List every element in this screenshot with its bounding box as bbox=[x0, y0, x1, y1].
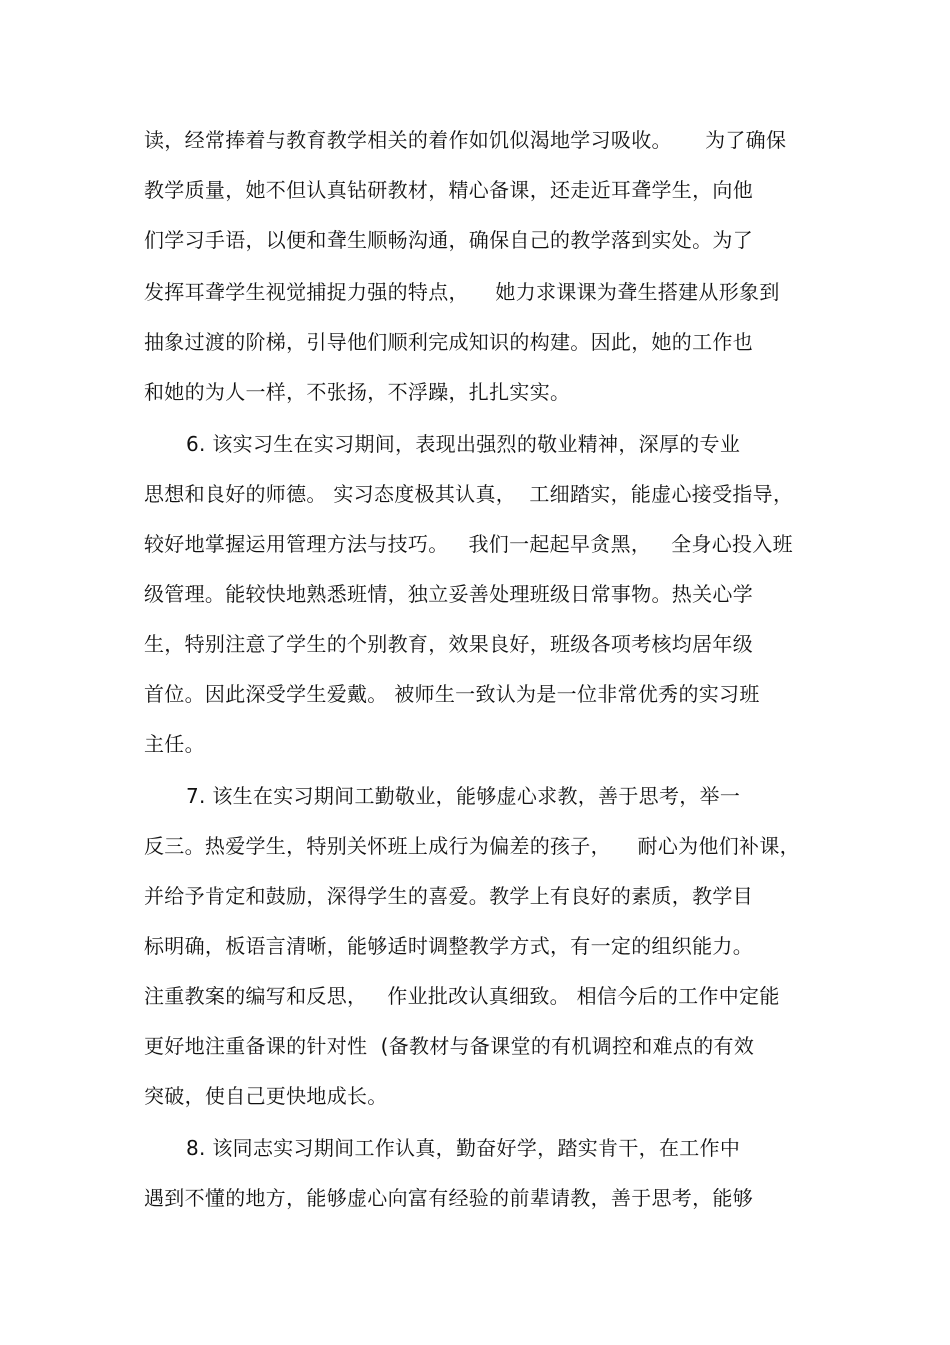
paragraph-6-first-line: 6. 该实习生在实习期间，表现出强烈的敬业精神，深厚的专业 bbox=[186, 432, 741, 456]
text-line: 并给予肯定和鼓励，深得学生的喜爱。教学上有良好的素质，教学目 bbox=[144, 884, 753, 908]
text-line: 和她的为人一样，不张扬，不浮躁，扎扎实实。 bbox=[144, 380, 571, 404]
text-line: 教学质量，她不但认真钻研教材，精心备课，还走近耳聋学生，向他 bbox=[144, 178, 753, 202]
text-line: 思想和良好的师德。 实习态度极其认真， 工细踏实，能虚心接受指导， bbox=[144, 482, 794, 506]
text-line: 更好地注重备课的针对性 (备教材与备课堂的有机调控和难点的有效 bbox=[144, 1034, 755, 1058]
text-line: 生，特别注意了学生的个别教育，效果良好，班级各项考核均居年级 bbox=[144, 632, 753, 656]
text-line: 注重教案的编写和反思， 作业批改认真细致。 相信今后的工作中定能 bbox=[144, 984, 780, 1008]
text-line: 较好地掌握运用管理方法与技巧。 我们一起起早贪黑， 全身心投入班 bbox=[144, 532, 793, 556]
paragraph-7-first-line: 7. 该生在实习期间工勤敬业，能够虚心求教，善于思考，举一 bbox=[186, 784, 741, 808]
paragraph-8-first-line: 8. 该同志实习期间工作认真，勤奋好学，踏实肯干，在工作中 bbox=[186, 1136, 741, 1160]
text-line: 反三。热爱学生，特别关怀班上成行为偏差的孩子， 耐心为他们补课， bbox=[144, 834, 800, 858]
text-line: 们学习手语，以便和聋生顺畅沟通，确保自己的教学落到实处。为了 bbox=[144, 228, 753, 252]
text-line: 标明确，板语言清晰，能够适时调整教学方式，有一定的组织能力。 bbox=[144, 934, 753, 958]
text-line: 读，经常捧着与教育教学相关的着作如饥似渴地学习吸收。 为了确保 bbox=[144, 128, 787, 152]
text-line: 遇到不懂的地方，能够虚心向富有经验的前辈请教，善于思考，能够 bbox=[144, 1186, 753, 1210]
text-line: 抽象过渡的阶梯，引导他们顺利完成知识的构建。因此，她的工作也 bbox=[144, 330, 753, 354]
text-line: 发挥耳聋学生视觉捕捉力强的特点， 她力求课课为聋生搭建从形象到 bbox=[144, 280, 780, 304]
text-line: 主任。 bbox=[144, 732, 205, 756]
text-line: 首位。因此深受学生爱戴。 被师生一致认为是一位非常优秀的实习班 bbox=[144, 682, 760, 706]
text-line: 突破，使自己更快地成长。 bbox=[144, 1084, 388, 1108]
text-line: 级管理。能较快地熟悉班情，独立妥善处理班级日常事物。热关心学 bbox=[144, 582, 753, 606]
